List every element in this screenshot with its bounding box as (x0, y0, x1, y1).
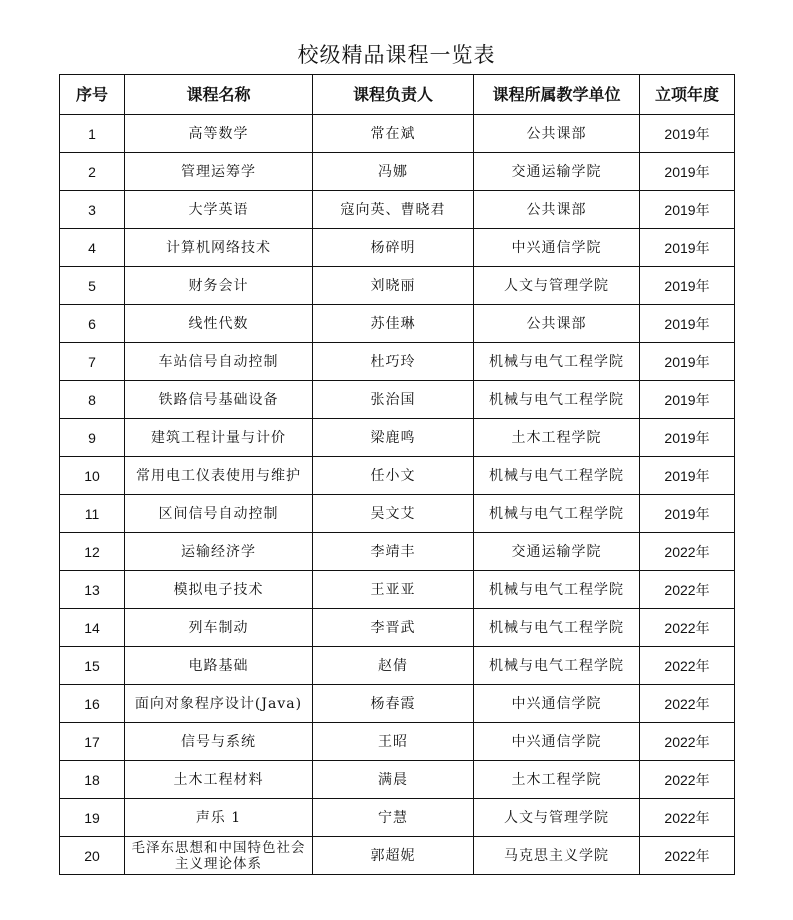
cell-course-name: 建筑工程计量与计价 (125, 419, 313, 457)
cell-course-leader: 王亚亚 (313, 571, 474, 609)
cell-serial-number: 14 (60, 609, 125, 647)
table-row (60, 647, 735, 685)
cell-course-name: 区间信号自动控制 (125, 495, 313, 533)
cell-course-name: 线性代数 (125, 305, 313, 343)
cell-course-leader: 刘晓丽 (313, 267, 474, 305)
cell-course-leader: 李晋武 (313, 609, 474, 647)
cell-serial-number: 17 (60, 723, 125, 761)
cell-teaching-unit: 机械与电气工程学院 (474, 381, 640, 419)
header-teaching-unit: 课程所属教学单位 (474, 75, 640, 115)
cell-project-year: 2022年 (640, 647, 735, 685)
cell-course-name: 大学英语 (125, 191, 313, 229)
cell-teaching-unit: 土木工程学院 (474, 761, 640, 799)
cell-course-leader: 杜巧玲 (313, 343, 474, 381)
cell-course-name: 列车制动 (125, 609, 313, 647)
table-row (60, 381, 735, 419)
cell-project-year: 2019年 (640, 381, 735, 419)
cell-course-name: 财务会计 (125, 267, 313, 305)
cell-serial-number: 20 (60, 837, 125, 875)
cell-project-year: 2022年 (640, 799, 735, 837)
table-row (60, 305, 735, 343)
cell-serial-number: 1 (60, 115, 125, 153)
cell-project-year: 2022年 (640, 533, 735, 571)
cell-project-year: 2019年 (640, 115, 735, 153)
cell-course-name: 土木工程材料 (125, 761, 313, 799)
cell-teaching-unit: 交通运输学院 (474, 533, 640, 571)
cell-course-leader: 杨碎明 (313, 229, 474, 267)
cell-course-leader: 任小文 (313, 457, 474, 495)
cell-serial-number: 11 (60, 495, 125, 533)
cell-course-leader: 梁鹿鸣 (313, 419, 474, 457)
cell-serial-number: 13 (60, 571, 125, 609)
cell-serial-number: 7 (60, 343, 125, 381)
table-row (60, 723, 735, 761)
cell-teaching-unit: 人文与管理学院 (474, 267, 640, 305)
table-header-row (60, 75, 735, 115)
cell-teaching-unit: 人文与管理学院 (474, 799, 640, 837)
table-row (60, 191, 735, 229)
cell-serial-number: 16 (60, 685, 125, 723)
cell-teaching-unit: 中兴通信学院 (474, 229, 640, 267)
cell-project-year: 2019年 (640, 267, 735, 305)
cell-course-leader: 冯娜 (313, 153, 474, 191)
cell-project-year: 2022年 (640, 761, 735, 799)
cell-teaching-unit: 机械与电气工程学院 (474, 495, 640, 533)
cell-teaching-unit: 中兴通信学院 (474, 723, 640, 761)
table-row (60, 495, 735, 533)
table-row (60, 533, 735, 571)
table-row (60, 609, 735, 647)
cell-project-year: 2022年 (640, 571, 735, 609)
page-title: 校级精品课程一览表 (297, 43, 496, 67)
cell-course-leader: 常在斌 (313, 115, 474, 153)
cell-teaching-unit: 交通运输学院 (474, 153, 640, 191)
cell-serial-number: 4 (60, 229, 125, 267)
table-row (60, 229, 735, 267)
cell-course-name: 计算机网络技术 (125, 229, 313, 267)
table-row (60, 419, 735, 457)
cell-serial-number: 12 (60, 533, 125, 571)
cell-course-leader: 张治国 (313, 381, 474, 419)
cell-course-leader: 寇向英、曹晓君 (313, 191, 474, 229)
cell-project-year: 2022年 (640, 685, 735, 723)
cell-project-year: 2019年 (640, 419, 735, 457)
cell-course-leader: 赵倩 (313, 647, 474, 685)
cell-project-year: 2019年 (640, 153, 735, 191)
cell-course-name: 毛泽东思想和中国特色社会主义理论体系 (125, 837, 313, 875)
cell-course-leader: 吴文艾 (313, 495, 474, 533)
header-serial-number: 序号 (60, 75, 125, 115)
cell-course-name: 信号与系统 (125, 723, 313, 761)
cell-teaching-unit: 机械与电气工程学院 (474, 457, 640, 495)
cell-course-name: 高等数学 (125, 115, 313, 153)
cell-course-name: 车站信号自动控制 (125, 343, 313, 381)
cell-serial-number: 18 (60, 761, 125, 799)
table-row (60, 153, 735, 191)
cell-teaching-unit: 机械与电气工程学院 (474, 343, 640, 381)
table-row (60, 837, 735, 875)
cell-course-name: 运输经济学 (125, 533, 313, 571)
table-body (60, 115, 735, 875)
cell-course-leader: 满晨 (313, 761, 474, 799)
cell-serial-number: 9 (60, 419, 125, 457)
cell-course-name: 电路基础 (125, 647, 313, 685)
cell-serial-number: 15 (60, 647, 125, 685)
table-row (60, 761, 735, 799)
header-project-year: 立项年度 (640, 75, 735, 115)
cell-teaching-unit: 机械与电气工程学院 (474, 609, 640, 647)
cell-project-year: 2019年 (640, 495, 735, 533)
cell-serial-number: 8 (60, 381, 125, 419)
cell-course-leader: 郭超妮 (313, 837, 474, 875)
cell-course-leader: 宁慧 (313, 799, 474, 837)
table-row (60, 115, 735, 153)
header-course-leader: 课程负责人 (313, 75, 474, 115)
table-row (60, 267, 735, 305)
cell-course-leader: 杨春霞 (313, 685, 474, 723)
cell-course-name: 面向对象程序设计(Java) (125, 685, 313, 723)
cell-teaching-unit: 公共课部 (474, 191, 640, 229)
cell-course-name: 管理运筹学 (125, 153, 313, 191)
cell-project-year: 2022年 (640, 609, 735, 647)
cell-teaching-unit: 机械与电气工程学院 (474, 647, 640, 685)
cell-serial-number: 6 (60, 305, 125, 343)
header-course-name: 课程名称 (125, 75, 313, 115)
cell-serial-number: 3 (60, 191, 125, 229)
table-row (60, 685, 735, 723)
cell-course-leader: 苏佳琳 (313, 305, 474, 343)
cell-serial-number: 2 (60, 153, 125, 191)
table-row (60, 571, 735, 609)
cell-project-year: 2019年 (640, 191, 735, 229)
cell-project-year: 2019年 (640, 229, 735, 267)
cell-teaching-unit: 公共课部 (474, 305, 640, 343)
cell-teaching-unit: 中兴通信学院 (474, 685, 640, 723)
table-row (60, 343, 735, 381)
cell-teaching-unit: 机械与电气工程学院 (474, 571, 640, 609)
cell-project-year: 2019年 (640, 343, 735, 381)
cell-course-leader: 王昭 (313, 723, 474, 761)
cell-project-year: 2022年 (640, 723, 735, 761)
cell-project-year: 2022年 (640, 837, 735, 875)
table-row (60, 799, 735, 837)
cell-course-name: 铁路信号基础设备 (125, 381, 313, 419)
cell-serial-number: 5 (60, 267, 125, 305)
cell-course-leader: 李靖丰 (313, 533, 474, 571)
cell-teaching-unit: 土木工程学院 (474, 419, 640, 457)
cell-serial-number: 19 (60, 799, 125, 837)
course-table (59, 74, 735, 875)
cell-course-name: 声乐 1 (125, 799, 313, 837)
cell-course-name: 模拟电子技术 (125, 571, 313, 609)
cell-course-name: 常用电工仪表使用与维护 (125, 457, 313, 495)
cell-teaching-unit: 马克思主义学院 (474, 837, 640, 875)
cell-serial-number: 10 (60, 457, 125, 495)
table-row (60, 457, 735, 495)
cell-teaching-unit: 公共课部 (474, 115, 640, 153)
cell-project-year: 2019年 (640, 457, 735, 495)
cell-project-year: 2019年 (640, 305, 735, 343)
